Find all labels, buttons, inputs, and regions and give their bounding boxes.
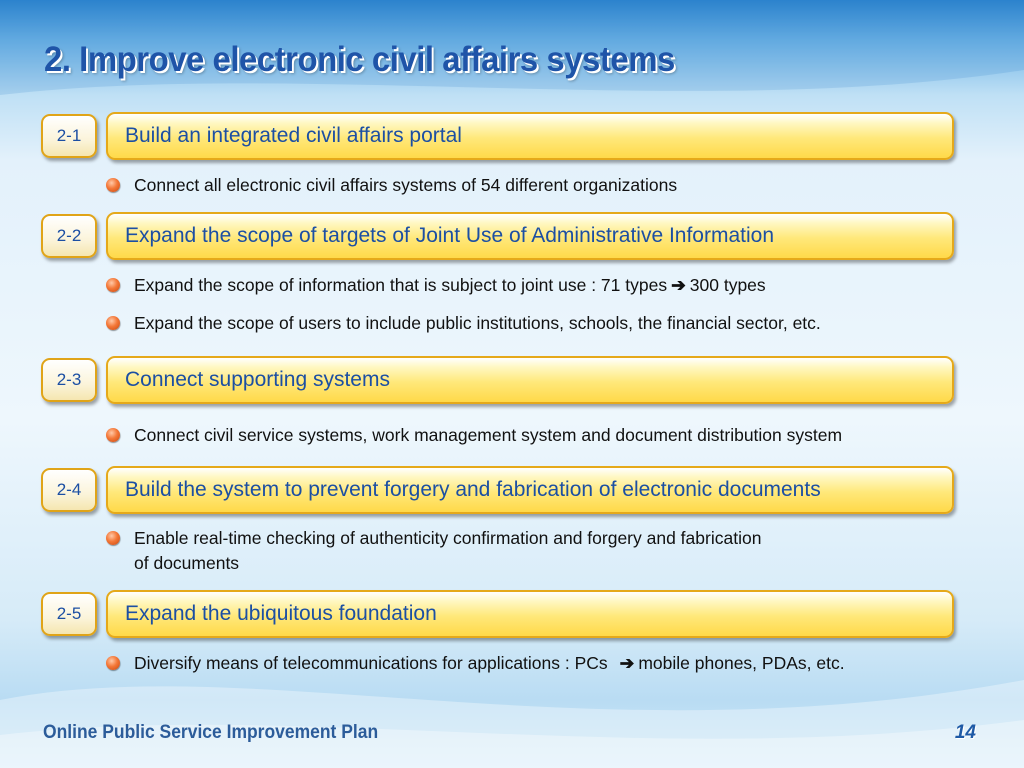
section-heading-2-5: Expand the ubiquitous foundation bbox=[125, 602, 437, 625]
section-heading-box-2-1 bbox=[106, 112, 954, 160]
arrow-right-icon: ➔ bbox=[671, 275, 686, 295]
arrow-right-icon: ➔ bbox=[619, 653, 635, 673]
bullet-text-2-4-1-line2: of documents bbox=[134, 553, 240, 573]
bullet-text-2-2-1-main: Expand the scope of information that is subject to joint use : 71 types bbox=[134, 275, 668, 295]
section-heading-box-2-2 bbox=[106, 212, 954, 260]
page-number: 14 bbox=[954, 722, 976, 743]
section-heading-2-4: Build the system to prevent forgery and fabrication of electronic documents bbox=[125, 478, 821, 501]
bullet-text-2-5-1-after: mobile phones, PDAs, etc. bbox=[638, 653, 845, 673]
bullet-text-2-1-1: Connect all electronic civil affairs systems of 54 different organizations bbox=[134, 175, 678, 195]
bullet-icon bbox=[106, 531, 120, 545]
bullet-icon bbox=[106, 428, 120, 442]
footer-title: Online Public Service Improvement Plan bbox=[43, 722, 379, 743]
bullet-icon bbox=[106, 278, 120, 292]
bullet-text-2-2-1 bbox=[134, 273, 766, 298]
section-heading-box-2-5 bbox=[106, 590, 954, 638]
section-number-2-4: 2-4 bbox=[41, 468, 97, 512]
bullet-text-2-3-1: Connect civil service systems, work management system and document distribution system bbox=[134, 425, 843, 445]
section-heading-2-1: Build an integrated civil affairs portal bbox=[125, 124, 462, 147]
bullet-text-2-4-1 bbox=[134, 526, 761, 576]
section-heading-2-3: Connect supporting systems bbox=[125, 368, 390, 391]
section-number-2-5: 2-5 bbox=[41, 592, 97, 636]
section-number-2-3: 2-3 bbox=[41, 358, 97, 402]
section-heading-box-2-4 bbox=[106, 466, 954, 514]
section-number-2-1: 2-1 bbox=[41, 114, 97, 158]
bullet-icon bbox=[106, 316, 120, 330]
bullet-text-2-4-1-line1: Enable real-time checking of authenticity confirmation and forgery and fabrication bbox=[134, 528, 762, 548]
section-heading-box-2-3 bbox=[106, 356, 954, 404]
bullet-text-2-5-1 bbox=[134, 651, 845, 676]
bullet-icon bbox=[106, 178, 120, 192]
section-heading-2-2: Expand the scope of targets of Joint Use of Administrative Information bbox=[125, 224, 775, 247]
bullet-text-2-2-2: Expand the scope of users to include public institutions, schools, the financial sector, etc. bbox=[134, 313, 821, 333]
slide-title: 2. Improve electronic civil affairs systems bbox=[44, 40, 675, 79]
bullet-text-2-2-1-after: 300 types bbox=[689, 275, 766, 295]
bullet-text-2-5-1-main: Diversify means of telecommunications for applications : PCs bbox=[134, 653, 608, 673]
section-number-2-2: 2-2 bbox=[41, 214, 97, 258]
bullet-icon bbox=[106, 656, 120, 670]
